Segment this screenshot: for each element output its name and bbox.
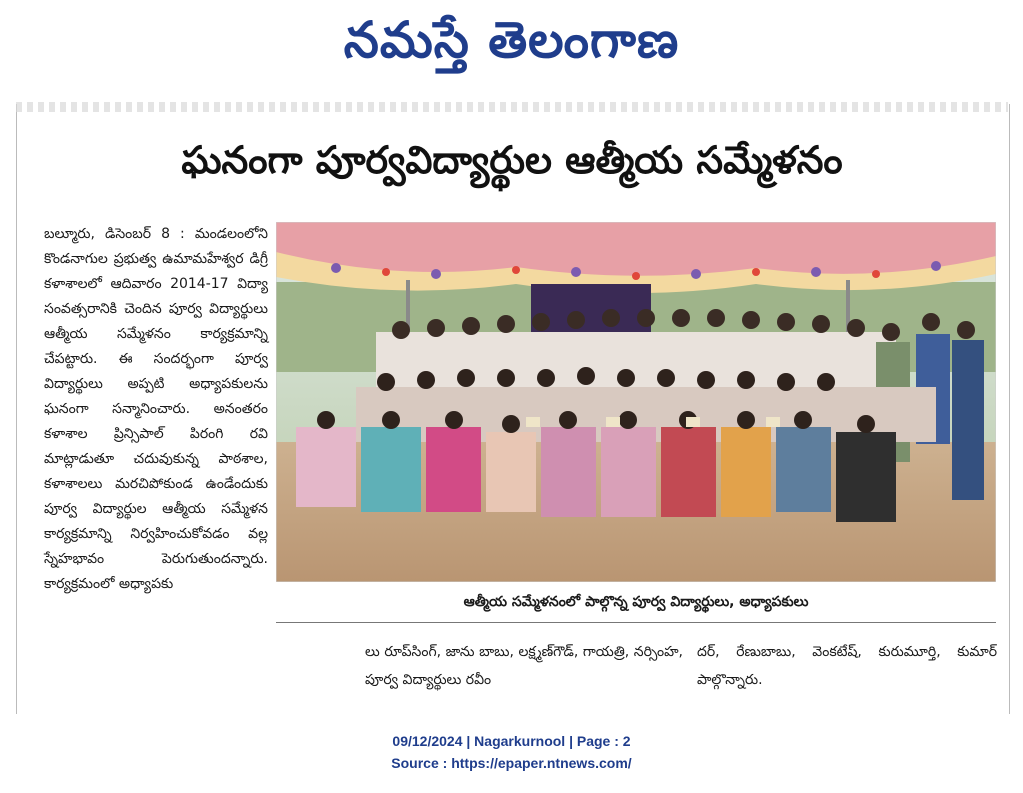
photo-caption: ఆత్మీయ సమ్మేళనంలో పాల్గొన్న పూర్వ విద్యార్థులు, అధ్యాపకులు	[463, 594, 809, 610]
article-headline: ఘనంగా పూర్వవిద్యార్థుల ఆత్మీయ సమ్మేళనం	[181, 138, 843, 182]
masthead-logo: నమస్తే తెలంగాణ	[343, 10, 680, 69]
torn-edge	[16, 102, 1008, 112]
footer-source: Source : https://epaper.ntnews.com/	[391, 755, 632, 771]
caption-divider	[276, 622, 996, 623]
article-column-right: దర్, రేణుబాబు, వెంకటేష్, కురుమూర్తి, కుమార్ పాల్గొన్నారు.	[697, 644, 997, 688]
article-column-middle: లు రూప్‌సింగ్, జాను బాబు, లక్ష్మణ్‌గౌడ్, గాయత్రి, నర్సింహ, పూర్వ విద్యార్థులు రవీం	[365, 644, 683, 688]
footer-date-edition: 09/12/2024 | Nagarkurnool | Page : 2	[392, 733, 631, 749]
group-photo	[276, 222, 996, 582]
article-column-left: బల్మూరు, డిసెంబర్ 8 : మండలంలోని కొండనాగుల ప్రభుత్వ ఉమామహేశ్వర డిగ్రీ కళాశాలలో ఆదివారం 2014-17 విద్యా సంవత్సరానికి చెందిన పూర్వ విద్యార్థులు ఆత్మీయ సమ్మేళనం కార్యక్రమాన్ని చేపట్టారు. ఈ సందర్భంగా పూర్వ విద్యార్థులు అప్పటి అధ్యాపకులను ఘనంగా సన్మానించారు. అనంతరం కళాశాల ప్రిన్సిపాల్ పిరంగి రవి మాట్లాడుతూ చదువుకున్న పాఠశాల, కళాశాలలు మరచిపోకుండ ఉండేందుకు పూర్వ విద్యార్థుల ఆత్మీయ సమ్మేళన కార్యక్రమాన్ని నిర్వహించుకోవడం వల్ల స్నేహభావం పెరుగుతుందన్నారు. కార్యక్రమంలో అధ్యాపకు	[44, 226, 268, 592]
